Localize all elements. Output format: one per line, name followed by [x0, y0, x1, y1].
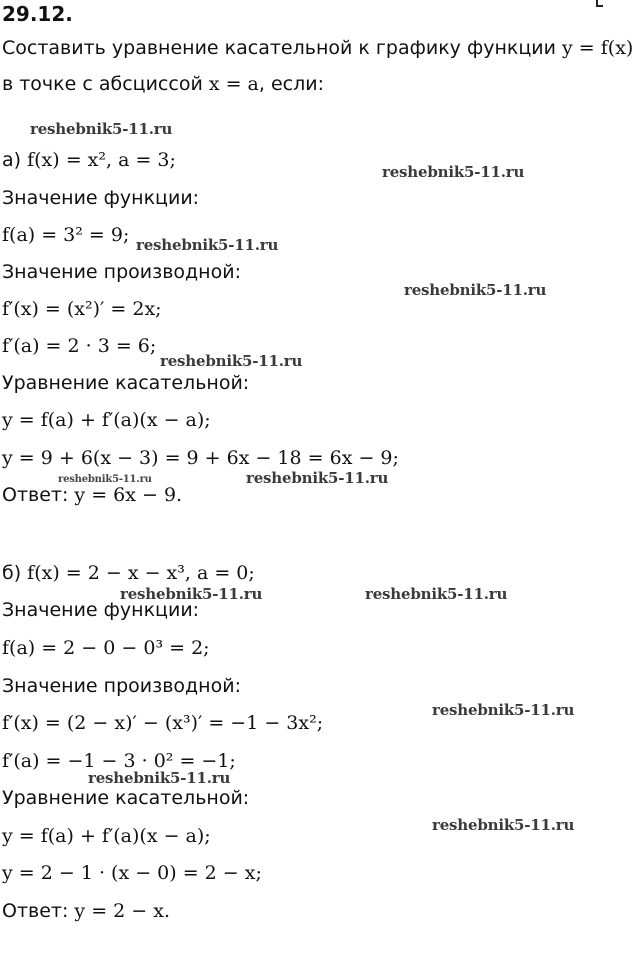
corner-mark-icon	[595, 0, 605, 10]
part-b-given-math: f(x) = 2 − x − x³, a = 0;	[27, 562, 255, 584]
part-b-heading-derivative: Значение производной:	[2, 675, 241, 697]
part-b-answer-value: y = 2 − x.	[74, 900, 170, 922]
part-a-derivative-1: f′(x) = (x²)′ = 2x;	[2, 298, 162, 320]
part-b-answer-label: Ответ:	[2, 900, 75, 922]
part-b-heading-tangent: Уравнение касательной:	[2, 787, 250, 809]
statement-math-2: x = a	[208, 73, 259, 95]
watermark: reshebnik5-11.ru	[136, 236, 279, 254]
watermark: reshebnik5-11.ru	[365, 585, 508, 603]
part-b-tangent-1: y = f(a) + f′(a)(x − a);	[2, 825, 211, 847]
statement-line-2	[2, 72, 324, 96]
part-a-derivative-2: f′(a) = 2 · 3 = 6;	[2, 335, 157, 357]
part-a-answer	[2, 483, 182, 507]
part-b-heading-value: Значение функции:	[2, 599, 200, 621]
statement-text-2b: , если:	[258, 73, 324, 95]
watermark: reshebnik5-11.ru	[432, 816, 575, 834]
part-a-tangent-1: y = f(a) + f′(a)(x − a);	[2, 409, 211, 431]
watermark: reshebnik5-11.ru	[404, 281, 547, 299]
watermark: reshebnik5-11.ru	[246, 469, 389, 487]
watermark: reshebnik5-11.ru	[58, 474, 152, 485]
watermark: reshebnik5-11.ru	[382, 163, 525, 181]
watermark: reshebnik5-11.ru	[432, 701, 575, 719]
part-a-value: f(a) = 3² = 9;	[2, 224, 130, 246]
part-b-label: б)	[2, 562, 28, 584]
watermark: reshebnik5-11.ru	[30, 120, 173, 138]
part-b-tangent-2: y = 2 − 1 · (x − 0) = 2 − x;	[2, 862, 262, 884]
part-b-answer	[2, 899, 170, 923]
part-a-answer-label: Ответ:	[2, 484, 75, 506]
part-a-label: а)	[2, 149, 28, 171]
problem-number: 29.12.	[2, 2, 73, 26]
part-b-derivative-2: f′(a) = −1 − 3 · 0² = −1;	[2, 750, 236, 772]
statement-math-1: y = f(x)	[562, 37, 633, 59]
statement-text-2a: в точке с абсциссой	[2, 73, 209, 95]
watermark: reshebnik5-11.ru	[88, 769, 231, 787]
part-b-derivative-1: f′(x) = (2 − x)′ − (x³)′ = −1 − 3x²;	[2, 712, 324, 734]
part-a-answer-value: y = 6x − 9.	[74, 484, 183, 506]
part-a-tangent-2: y = 9 + 6(x − 3) = 9 + 6x − 18 = 6x − 9;	[2, 447, 399, 469]
statement-line-1	[2, 36, 633, 60]
watermark: reshebnik5-11.ru	[120, 585, 263, 603]
part-a-heading-tangent: Уравнение касательной:	[2, 372, 250, 394]
statement-text-1: Составить уравнение касательной к графику функции	[2, 37, 563, 59]
part-a-given	[2, 148, 176, 172]
part-b-value: f(a) = 2 − 0 − 0³ = 2;	[2, 637, 210, 659]
part-a-heading-value: Значение функции:	[2, 187, 200, 209]
part-b-given	[2, 561, 255, 585]
part-a-heading-derivative: Значение производной:	[2, 261, 241, 283]
watermark: reshebnik5-11.ru	[160, 352, 303, 370]
part-a-given-math: f(x) = x², a = 3;	[27, 149, 176, 171]
